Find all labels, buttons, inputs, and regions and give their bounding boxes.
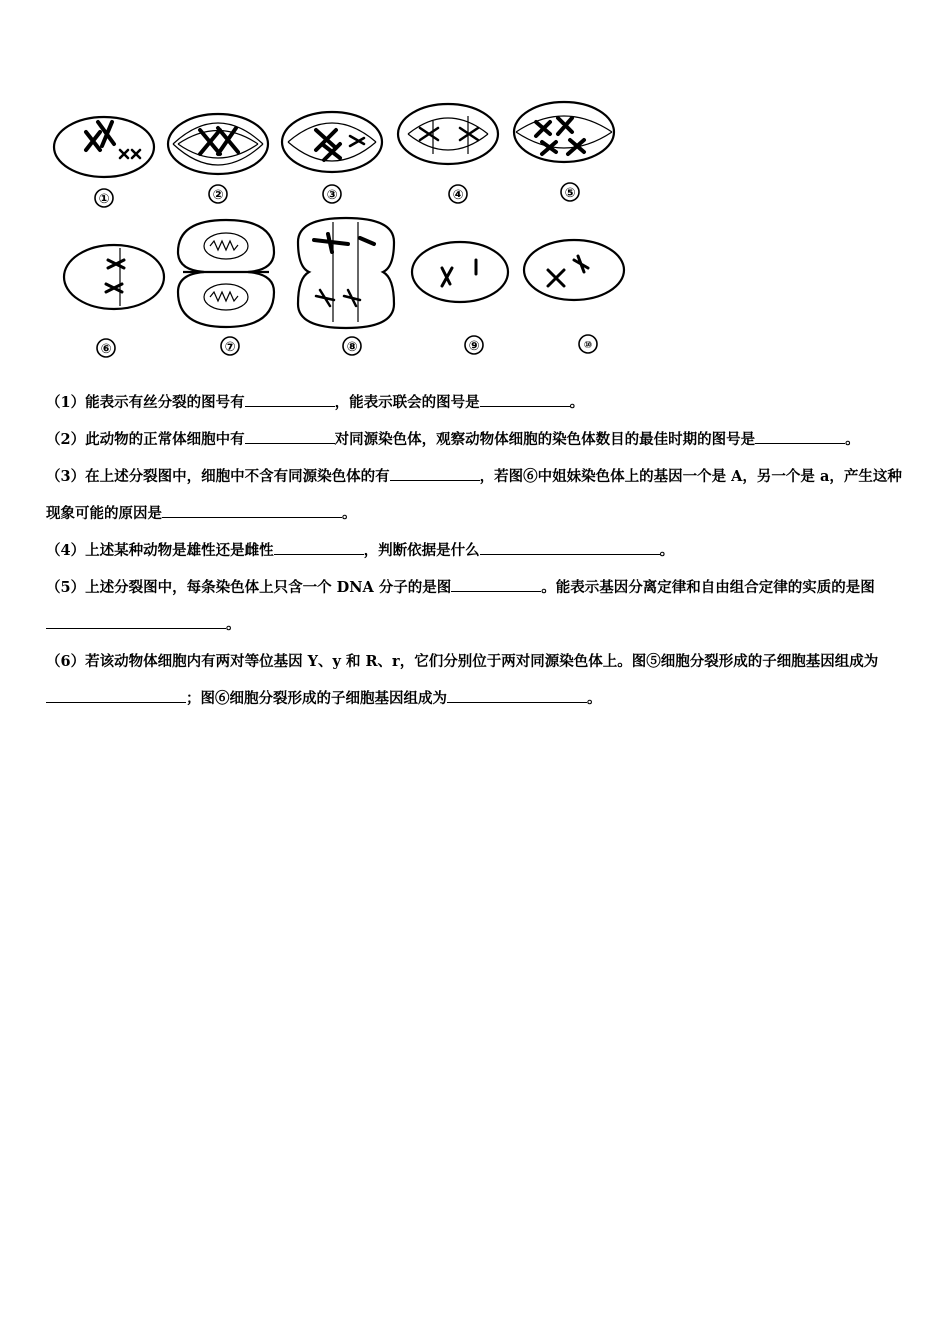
cell-9 (412, 242, 508, 302)
answer-blank[interactable] (390, 466, 480, 481)
answer-blank[interactable] (46, 614, 226, 629)
svg-text:⑦: ⑦ (224, 340, 236, 355)
svg-text:②: ② (212, 188, 224, 203)
svg-text:⑤: ⑤ (564, 186, 576, 201)
svg-text:⑨: ⑨ (468, 339, 480, 354)
question-5: （5）上述分裂图中，每条染色体上只含一个 DNA 分子的是图 。能表示基因分离定律和自由组合定律的实质的是图。 (46, 579, 875, 633)
question-1: （1）能表示有丝分裂的图号有 ，能表示联会的图号是 。 (46, 394, 585, 411)
answer-blank[interactable] (245, 392, 335, 407)
svg-text:⑩: ⑩ (583, 340, 593, 351)
label-9 (465, 336, 483, 354)
label-8 (343, 337, 361, 355)
svg-text:⑥: ⑥ (100, 342, 112, 357)
svg-text:①: ① (98, 192, 110, 207)
cell-7 (178, 220, 274, 327)
cell-4 (398, 104, 498, 164)
label-1 (95, 189, 113, 207)
answer-blank[interactable] (480, 392, 570, 407)
cell-6 (64, 245, 164, 309)
label-3 (323, 185, 341, 203)
questions (46, 384, 908, 717)
cell-division-figure (48, 92, 628, 362)
cell-10 (524, 240, 624, 300)
question-4: （4）上述某种动物是雄性还是雌性 ，判断依据是什么 。 (46, 542, 675, 559)
answer-blank[interactable] (245, 429, 335, 444)
cell-2 (168, 114, 268, 174)
cell-8 (298, 218, 394, 328)
answer-blank[interactable] (46, 688, 186, 703)
question-2: （2）此动物的正常体细胞中有 对同源染色体，观察动物体细胞的染色体数目的最佳时期的图号是 。 (46, 431, 860, 448)
answer-blank[interactable] (451, 577, 541, 592)
cell-1 (54, 117, 154, 177)
answer-blank[interactable] (274, 540, 364, 555)
svg-text:④: ④ (452, 188, 464, 203)
cell-5 (514, 102, 614, 162)
answer-blank[interactable] (480, 540, 660, 555)
answer-blank[interactable] (755, 429, 845, 444)
cell-3 (282, 112, 382, 172)
label-5 (561, 183, 579, 201)
label-2 (209, 185, 227, 203)
label-4 (449, 185, 467, 203)
label-10 (579, 335, 597, 353)
label-6 (97, 339, 115, 357)
answer-blank[interactable] (447, 688, 587, 703)
svg-text:⑧: ⑧ (346, 340, 358, 355)
svg-text:③: ③ (326, 188, 338, 203)
answer-blank[interactable] (162, 503, 342, 518)
label-7 (221, 337, 239, 355)
question-3: （3）在上述分裂图中，细胞中不含有同源染色体的有 ，若图⑥中姐妹染色体上的基因一个是 A，另一个是 a，产生这种现象可能的原因是 。 (46, 468, 902, 522)
question-6: （6）若该动物体细胞内有两对等位基因 Y、y 和 R、r，它们分别位于两对同源染色体上。图⑤细胞分裂形成的子细胞基因组成为；图⑥细胞分裂形成的子细胞基因组成为 。 (46, 653, 879, 707)
